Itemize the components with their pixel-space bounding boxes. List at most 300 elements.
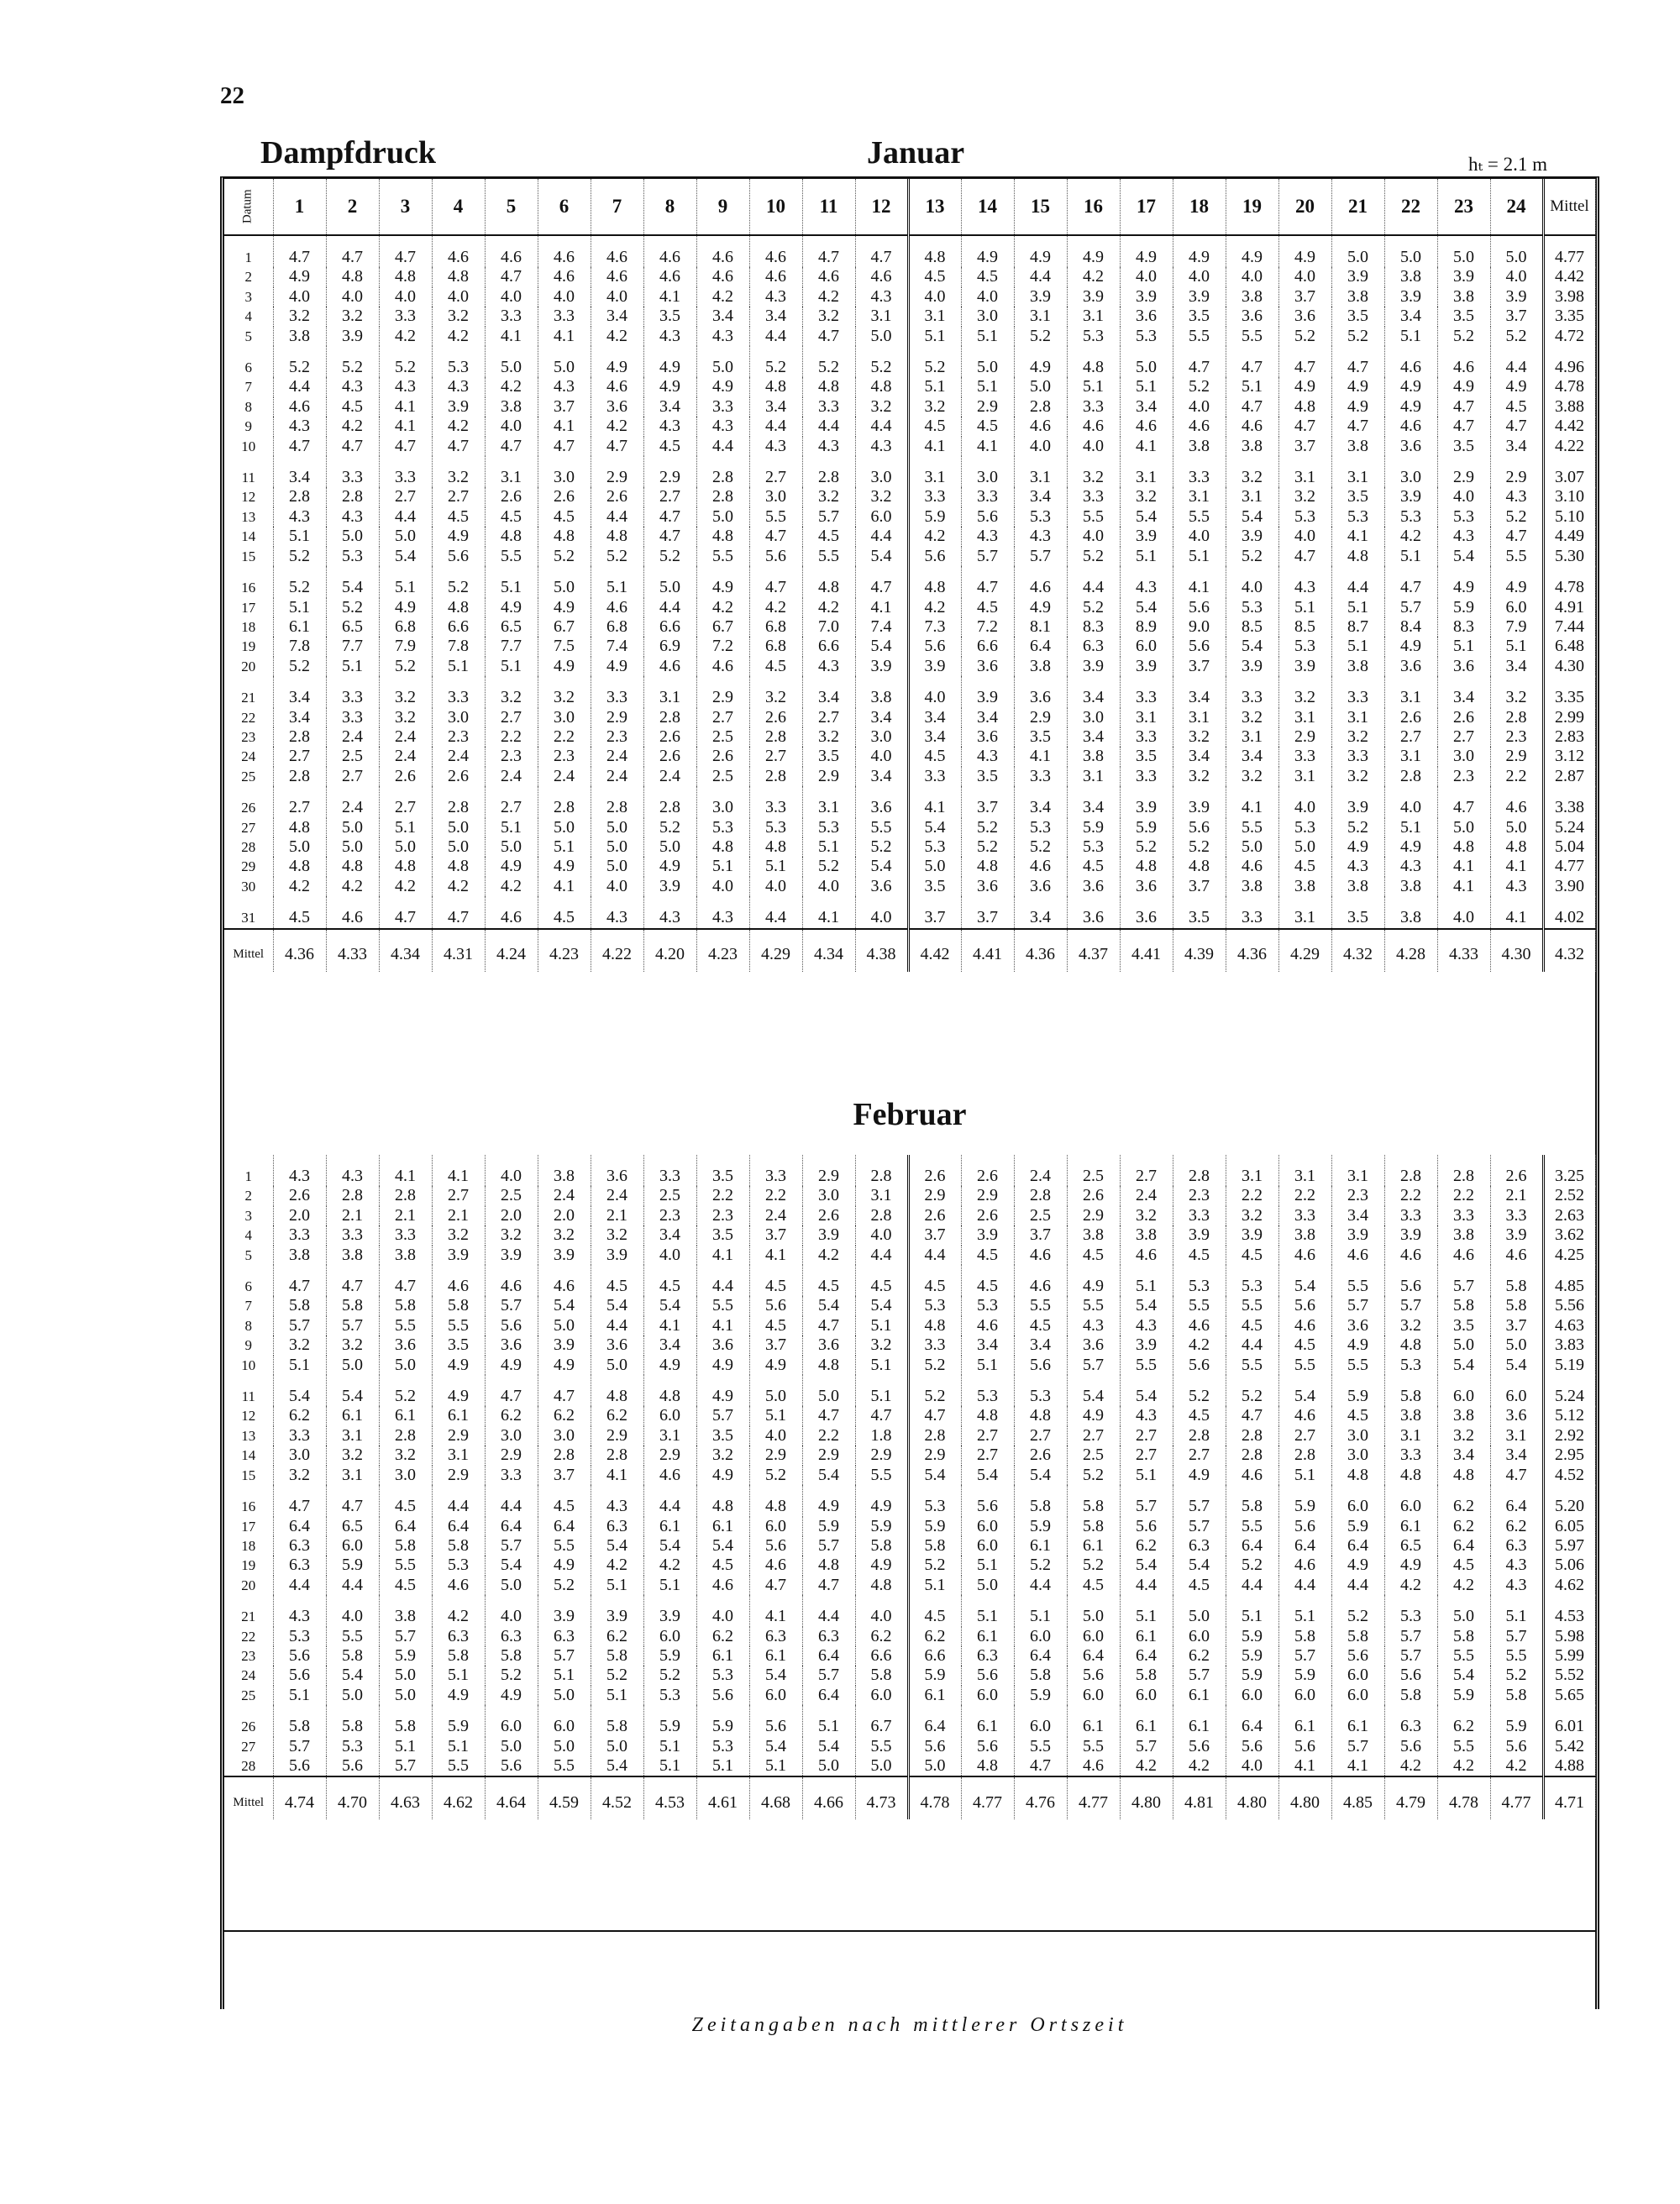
- value-cell: 3.1: [326, 1426, 379, 1446]
- value-cell: 4.5: [1014, 1316, 1067, 1336]
- hour-header: 19: [1226, 179, 1278, 235]
- value-cell: 4.1: [591, 1466, 643, 1485]
- value-cell: 3.7: [749, 1336, 802, 1355]
- daily-mean-cell: 6.48: [1543, 637, 1595, 656]
- value-cell: 5.4: [802, 1296, 855, 1315]
- value-cell: 4.8: [802, 1356, 855, 1375]
- value-cell: 5.1: [1490, 1595, 1543, 1626]
- value-cell: 3.9: [538, 1595, 591, 1626]
- value-cell: 5.8: [1384, 1686, 1437, 1705]
- value-cell: 4.3: [749, 437, 802, 456]
- value-cell: 3.6: [1490, 1406, 1543, 1425]
- value-cell: 5.6: [749, 547, 802, 566]
- value-cell: 3.3: [908, 487, 961, 506]
- value-cell: 5.3: [1278, 818, 1331, 837]
- value-cell: 5.0: [485, 1576, 538, 1595]
- value-cell: 5.1: [1331, 598, 1384, 617]
- value-cell: 3.4: [1014, 487, 1067, 506]
- value-cell: 3.6: [961, 657, 1014, 676]
- value-cell: 5.3: [961, 1375, 1014, 1406]
- value-cell: 3.8: [1120, 1225, 1173, 1245]
- value-cell: 3.9: [1014, 287, 1067, 307]
- daily-mean-cell: 4.52: [1543, 1466, 1595, 1485]
- value-cell: 3.1: [1384, 1426, 1437, 1446]
- value-cell: 3.0: [1384, 456, 1437, 487]
- value-cell: 7.9: [379, 637, 432, 656]
- value-cell: 3.3: [1384, 1446, 1437, 1465]
- value-cell: 3.4: [855, 767, 908, 786]
- value-cell: 2.5: [1067, 1446, 1120, 1465]
- date-cell: 10: [224, 437, 273, 456]
- table-row: [224, 877, 1595, 896]
- value-cell: 5.0: [696, 346, 749, 377]
- value-cell: 4.6: [1014, 1265, 1067, 1296]
- value-cell: 4.8: [855, 1576, 908, 1595]
- daily-mean-cell: 4.85: [1543, 1265, 1595, 1296]
- value-cell: 2.9: [1490, 747, 1543, 766]
- value-cell: 2.9: [802, 767, 855, 786]
- table-row: [224, 896, 1595, 928]
- date-cell: 31: [224, 896, 273, 928]
- value-cell: 4.0: [485, 417, 538, 436]
- value-cell: 3.6: [1384, 657, 1437, 676]
- value-cell: 6.1: [1278, 1705, 1331, 1736]
- table-row: [224, 1576, 1595, 1595]
- value-cell: 4.8: [696, 527, 749, 546]
- value-cell: 4.4: [855, 527, 908, 546]
- date-cell: 18: [224, 617, 273, 637]
- value-cell: 3.9: [1173, 1225, 1226, 1245]
- value-cell: 3.5: [696, 1225, 749, 1245]
- hourly-mean-cell: 4.23: [696, 929, 749, 972]
- value-cell: 5.0: [1014, 377, 1067, 396]
- daily-mean-cell: 4.25: [1543, 1246, 1595, 1265]
- value-cell: 5.2: [1331, 327, 1384, 346]
- value-cell: 6.3: [1067, 637, 1120, 656]
- value-cell: 4.7: [908, 1406, 961, 1425]
- value-cell: 4.6: [696, 267, 749, 286]
- value-cell: 3.8: [538, 1155, 591, 1186]
- value-cell: 5.2: [1067, 1466, 1120, 1485]
- value-cell: 3.8: [1437, 1406, 1490, 1425]
- value-cell: 3.6: [855, 877, 908, 896]
- value-cell: 5.4: [643, 1296, 696, 1315]
- daily-mean-cell: 5.52: [1543, 1666, 1595, 1685]
- value-cell: 4.9: [1173, 1466, 1226, 1485]
- daily-mean-cell: 3.83: [1543, 1336, 1595, 1355]
- value-cell: 2.7: [379, 487, 432, 506]
- table-row: [224, 727, 1595, 747]
- daily-mean-cell: 2.95: [1543, 1446, 1595, 1465]
- value-cell: 8.9: [1120, 617, 1173, 637]
- value-cell: 5.1: [749, 857, 802, 876]
- value-cell: 5.4: [1226, 637, 1278, 656]
- daily-mean-cell: 4.77: [1543, 235, 1595, 267]
- value-cell: 3.1: [1331, 456, 1384, 487]
- value-cell: 2.9: [485, 1446, 538, 1465]
- hour-header: 18: [1173, 179, 1226, 235]
- value-cell: 3.9: [1490, 287, 1543, 307]
- value-cell: 3.2: [432, 307, 485, 326]
- value-cell: 6.0: [643, 1627, 696, 1646]
- value-cell: 3.3: [961, 487, 1014, 506]
- date-cell: 26: [224, 786, 273, 817]
- value-cell: 5.1: [1384, 327, 1437, 346]
- value-cell: 3.4: [696, 307, 749, 326]
- value-cell: 4.1: [908, 786, 961, 817]
- hourly-mean-cell: 4.24: [485, 929, 538, 972]
- daily-mean-cell: 4.78: [1543, 377, 1595, 396]
- value-cell: 3.6: [485, 1336, 538, 1355]
- value-cell: 5.1: [485, 657, 538, 676]
- value-cell: 3.3: [1331, 747, 1384, 766]
- daily-mean-cell: 4.96: [1543, 346, 1595, 377]
- value-cell: 4.9: [1384, 377, 1437, 396]
- value-cell: 3.7: [1278, 437, 1331, 456]
- value-cell: 4.9: [485, 1356, 538, 1375]
- value-cell: 5.7: [379, 1756, 432, 1776]
- value-cell: 5.8: [273, 1296, 326, 1315]
- daily-mean-cell: 4.62: [1543, 1576, 1595, 1595]
- value-cell: 5.7: [273, 1316, 326, 1336]
- value-cell: 5.6: [273, 1666, 326, 1685]
- hourly-mean-cell: 4.62: [432, 1776, 485, 1819]
- hour-header: 1: [273, 179, 326, 235]
- value-cell: 2.2: [749, 1186, 802, 1205]
- value-cell: 4.2: [1384, 527, 1437, 546]
- value-cell: 5.3: [326, 547, 379, 566]
- value-cell: 3.1: [1278, 708, 1331, 727]
- date-cell: 2: [224, 267, 273, 286]
- value-cell: 3.4: [749, 397, 802, 417]
- value-cell: 5.4: [591, 1756, 643, 1776]
- value-cell: 3.1: [643, 1426, 696, 1446]
- value-cell: 2.7: [1067, 1426, 1120, 1446]
- value-cell: 5.8: [379, 1536, 432, 1556]
- value-cell: 2.7: [379, 786, 432, 817]
- value-cell: 4.9: [1278, 235, 1331, 267]
- value-cell: 4.0: [749, 877, 802, 896]
- date-cell: 3: [224, 1206, 273, 1225]
- value-cell: 6.5: [326, 617, 379, 637]
- value-cell: 2.7: [326, 767, 379, 786]
- value-cell: 6.0: [749, 1686, 802, 1705]
- value-cell: 4.5: [1490, 397, 1543, 417]
- date-cell: 17: [224, 1517, 273, 1536]
- value-cell: 4.6: [432, 235, 485, 267]
- value-cell: 4.9: [1384, 837, 1437, 857]
- daily-mean-cell: 4.88: [1543, 1756, 1595, 1776]
- value-cell: 6.2: [485, 1406, 538, 1425]
- table-row: [224, 818, 1595, 837]
- value-cell: 3.3: [326, 708, 379, 727]
- table-row: [224, 377, 1595, 396]
- value-cell: 4.7: [1278, 547, 1331, 566]
- date-cell: 28: [224, 837, 273, 857]
- value-cell: 5.1: [1384, 818, 1437, 837]
- value-cell: 2.9: [961, 1186, 1014, 1205]
- value-cell: 4.9: [591, 346, 643, 377]
- value-cell: 3.0: [432, 708, 485, 727]
- value-cell: 4.2: [696, 598, 749, 617]
- value-cell: 6.3: [1490, 1536, 1543, 1556]
- value-cell: 4.1: [1226, 786, 1278, 817]
- value-cell: 5.2: [1278, 327, 1331, 346]
- date-cell: 12: [224, 1406, 273, 1425]
- table-row: [224, 566, 1595, 597]
- daily-mean-cell: 4.49: [1543, 527, 1595, 546]
- value-cell: 3.7: [1490, 1316, 1543, 1336]
- value-cell: 4.6: [485, 1265, 538, 1296]
- value-cell: 5.5: [855, 1466, 908, 1485]
- value-cell: 4.3: [696, 417, 749, 436]
- value-cell: 2.6: [1067, 1186, 1120, 1205]
- daily-mean-cell: 5.98: [1543, 1627, 1595, 1646]
- table-row: [224, 1225, 1595, 1245]
- value-cell: 4.9: [1384, 1556, 1437, 1575]
- value-cell: 5.4: [1278, 1375, 1331, 1406]
- value-cell: 4.9: [1384, 397, 1437, 417]
- value-cell: 5.9: [379, 1646, 432, 1666]
- value-cell: 2.4: [749, 1206, 802, 1225]
- value-cell: 6.4: [908, 1705, 961, 1736]
- table-row: [224, 346, 1595, 377]
- value-cell: 4.6: [1384, 346, 1437, 377]
- value-cell: 4.5: [379, 1485, 432, 1516]
- value-cell: 2.9: [591, 456, 643, 487]
- table-row: [224, 507, 1595, 527]
- value-cell: 3.9: [1120, 1336, 1173, 1355]
- value-cell: 5.5: [432, 1756, 485, 1776]
- value-cell: 5.4: [1226, 507, 1278, 527]
- value-cell: 5.9: [326, 1556, 379, 1575]
- value-cell: 3.5: [1173, 307, 1226, 326]
- value-cell: 5.9: [908, 507, 961, 527]
- value-cell: 5.4: [1278, 1265, 1331, 1296]
- header-row: [224, 179, 1595, 235]
- value-cell: 5.2: [802, 346, 855, 377]
- table-row: [224, 437, 1595, 456]
- value-cell: 5.8: [326, 1296, 379, 1315]
- value-cell: 3.3: [591, 676, 643, 707]
- value-cell: 4.2: [432, 877, 485, 896]
- value-cell: 3.1: [643, 676, 696, 707]
- value-cell: 4.1: [855, 598, 908, 617]
- value-cell: 5.2: [855, 837, 908, 857]
- value-cell: 6.5: [485, 617, 538, 637]
- value-cell: 6.5: [326, 1517, 379, 1536]
- value-cell: 3.5: [1120, 747, 1173, 766]
- value-cell: 5.2: [538, 547, 591, 566]
- value-cell: 5.4: [1120, 1375, 1173, 1406]
- value-cell: 5.1: [749, 1756, 802, 1776]
- value-cell: 4.0: [538, 287, 591, 307]
- value-cell: 3.3: [1278, 1206, 1331, 1225]
- value-cell: 6.3: [802, 1627, 855, 1646]
- value-cell: 5.3: [326, 1737, 379, 1756]
- value-cell: 4.9: [1067, 235, 1120, 267]
- value-cell: 3.4: [961, 1336, 1014, 1355]
- value-cell: 5.7: [1331, 1737, 1384, 1756]
- value-cell: 6.4: [379, 1517, 432, 1536]
- date-cell: 17: [224, 598, 273, 617]
- value-cell: 4.4: [1331, 566, 1384, 597]
- value-cell: 4.6: [1331, 1246, 1384, 1265]
- value-cell: 5.3: [643, 1686, 696, 1705]
- value-cell: 5.7: [1014, 547, 1067, 566]
- value-cell: 6.1: [696, 1517, 749, 1536]
- value-cell: 3.9: [1331, 267, 1384, 286]
- value-cell: 5.6: [908, 1737, 961, 1756]
- value-cell: 6.8: [379, 617, 432, 637]
- value-cell: 4.8: [1384, 1466, 1437, 1485]
- value-cell: 5.3: [908, 837, 961, 857]
- value-cell: 3.6: [1120, 896, 1173, 928]
- value-cell: 4.7: [432, 437, 485, 456]
- value-cell: 4.8: [908, 235, 961, 267]
- value-cell: 6.1: [1067, 1705, 1120, 1736]
- value-cell: 4.6: [432, 1576, 485, 1595]
- value-cell: 3.2: [591, 1225, 643, 1245]
- value-cell: 5.2: [1014, 837, 1067, 857]
- daily-mean-cell: 4.78: [1543, 566, 1595, 597]
- month-title-februar: Februar: [853, 1097, 967, 1132]
- value-cell: 4.4: [802, 1595, 855, 1626]
- value-cell: 4.1: [379, 417, 432, 436]
- table-row: [224, 417, 1595, 436]
- value-cell: 4.8: [273, 857, 326, 876]
- value-cell: 5.0: [908, 1756, 961, 1776]
- value-cell: 6.1: [1384, 1517, 1437, 1536]
- value-cell: 3.4: [908, 708, 961, 727]
- value-cell: 5.1: [749, 1406, 802, 1425]
- table-row: [224, 1556, 1595, 1575]
- value-cell: 2.9: [855, 1446, 908, 1465]
- value-cell: 2.7: [961, 1426, 1014, 1446]
- table-row: [224, 287, 1595, 307]
- value-cell: 4.6: [1384, 1246, 1437, 1265]
- value-cell: 4.8: [1278, 397, 1331, 417]
- value-cell: 5.4: [749, 1666, 802, 1685]
- daily-mean-cell: 4.77: [1543, 857, 1595, 876]
- value-cell: 5.0: [1490, 818, 1543, 837]
- value-cell: 4.6: [802, 267, 855, 286]
- daily-mean-cell: 6.05: [1543, 1517, 1595, 1536]
- value-cell: 5.5: [1226, 818, 1278, 837]
- value-cell: 3.2: [379, 676, 432, 707]
- value-cell: 4.4: [1067, 566, 1120, 597]
- value-cell: 5.1: [643, 1737, 696, 1756]
- value-cell: 5.4: [326, 1375, 379, 1406]
- value-cell: 4.8: [538, 527, 591, 546]
- value-cell: 4.6: [538, 267, 591, 286]
- date-cell: 4: [224, 307, 273, 326]
- value-cell: 5.5: [1226, 1517, 1278, 1536]
- value-cell: 4.3: [591, 896, 643, 928]
- value-cell: 5.2: [908, 1375, 961, 1406]
- value-cell: 2.6: [432, 767, 485, 786]
- value-cell: 2.9: [908, 1446, 961, 1465]
- value-cell: 5.2: [643, 818, 696, 837]
- value-cell: 4.8: [432, 267, 485, 286]
- value-cell: 5.0: [326, 1686, 379, 1705]
- value-cell: 4.3: [273, 417, 326, 436]
- value-cell: 3.2: [485, 1225, 538, 1245]
- value-cell: 3.1: [1278, 767, 1331, 786]
- value-cell: 5.0: [908, 857, 961, 876]
- table-row: [224, 267, 1595, 286]
- value-cell: 4.6: [1226, 417, 1278, 436]
- value-cell: 5.1: [855, 1316, 908, 1336]
- value-cell: 9.0: [1173, 617, 1226, 637]
- value-cell: 3.9: [1067, 657, 1120, 676]
- value-cell: 4.6: [591, 235, 643, 267]
- value-cell: 4.2: [802, 1246, 855, 1265]
- value-cell: 4.1: [1437, 857, 1490, 876]
- value-cell: 5.1: [855, 1375, 908, 1406]
- value-cell: 3.2: [273, 1466, 326, 1485]
- hourly-mean-cell: 4.74: [273, 1776, 326, 1819]
- table-row: [224, 487, 1595, 506]
- value-cell: 6.0: [1490, 1375, 1543, 1406]
- value-cell: 5.7: [1384, 1627, 1437, 1646]
- value-cell: 3.4: [1067, 727, 1120, 747]
- value-cell: 3.2: [1490, 676, 1543, 707]
- value-cell: 3.7: [908, 1225, 961, 1245]
- table-row: [224, 1705, 1595, 1736]
- value-cell: 3.4: [273, 708, 326, 727]
- value-cell: 4.6: [1278, 1316, 1331, 1336]
- value-cell: 3.3: [1014, 767, 1067, 786]
- value-cell: 2.9: [802, 1446, 855, 1465]
- value-cell: 2.4: [538, 767, 591, 786]
- value-cell: 4.5: [908, 1265, 961, 1296]
- value-cell: 5.4: [802, 1737, 855, 1756]
- value-cell: 2.7: [1437, 727, 1490, 747]
- value-cell: 5.4: [591, 1536, 643, 1556]
- value-cell: 6.1: [961, 1705, 1014, 1736]
- table-row: [224, 1646, 1595, 1666]
- hour-header: 23: [1437, 179, 1490, 235]
- value-cell: 3.2: [326, 1336, 379, 1355]
- value-cell: 6.1: [273, 617, 326, 637]
- value-cell: 4.6: [855, 267, 908, 286]
- value-cell: 2.8: [1173, 1426, 1226, 1446]
- value-cell: 4.3: [1278, 566, 1331, 597]
- hourly-mean-cell: 4.36: [273, 929, 326, 972]
- hourly-mean-cell: 4.85: [1331, 1776, 1384, 1819]
- value-cell: 4.3: [643, 327, 696, 346]
- value-cell: 6.0: [1226, 1686, 1278, 1705]
- value-cell: 4.9: [432, 527, 485, 546]
- value-cell: 3.0: [1331, 1426, 1384, 1446]
- value-cell: 4.9: [1437, 377, 1490, 396]
- value-cell: 4.6: [1384, 417, 1437, 436]
- value-cell: 4.1: [379, 397, 432, 417]
- value-cell: 5.8: [908, 1536, 961, 1556]
- value-cell: 3.9: [432, 1246, 485, 1265]
- date-cell: 13: [224, 1426, 273, 1446]
- value-cell: 4.1: [1437, 877, 1490, 896]
- value-cell: 5.1: [1278, 1595, 1331, 1626]
- value-cell: 5.2: [326, 598, 379, 617]
- value-cell: 5.5: [538, 1756, 591, 1776]
- value-cell: 3.4: [1437, 676, 1490, 707]
- value-cell: 4.9: [1120, 235, 1173, 267]
- value-cell: 4.7: [379, 896, 432, 928]
- value-cell: 5.0: [961, 1576, 1014, 1595]
- value-cell: 7.2: [696, 637, 749, 656]
